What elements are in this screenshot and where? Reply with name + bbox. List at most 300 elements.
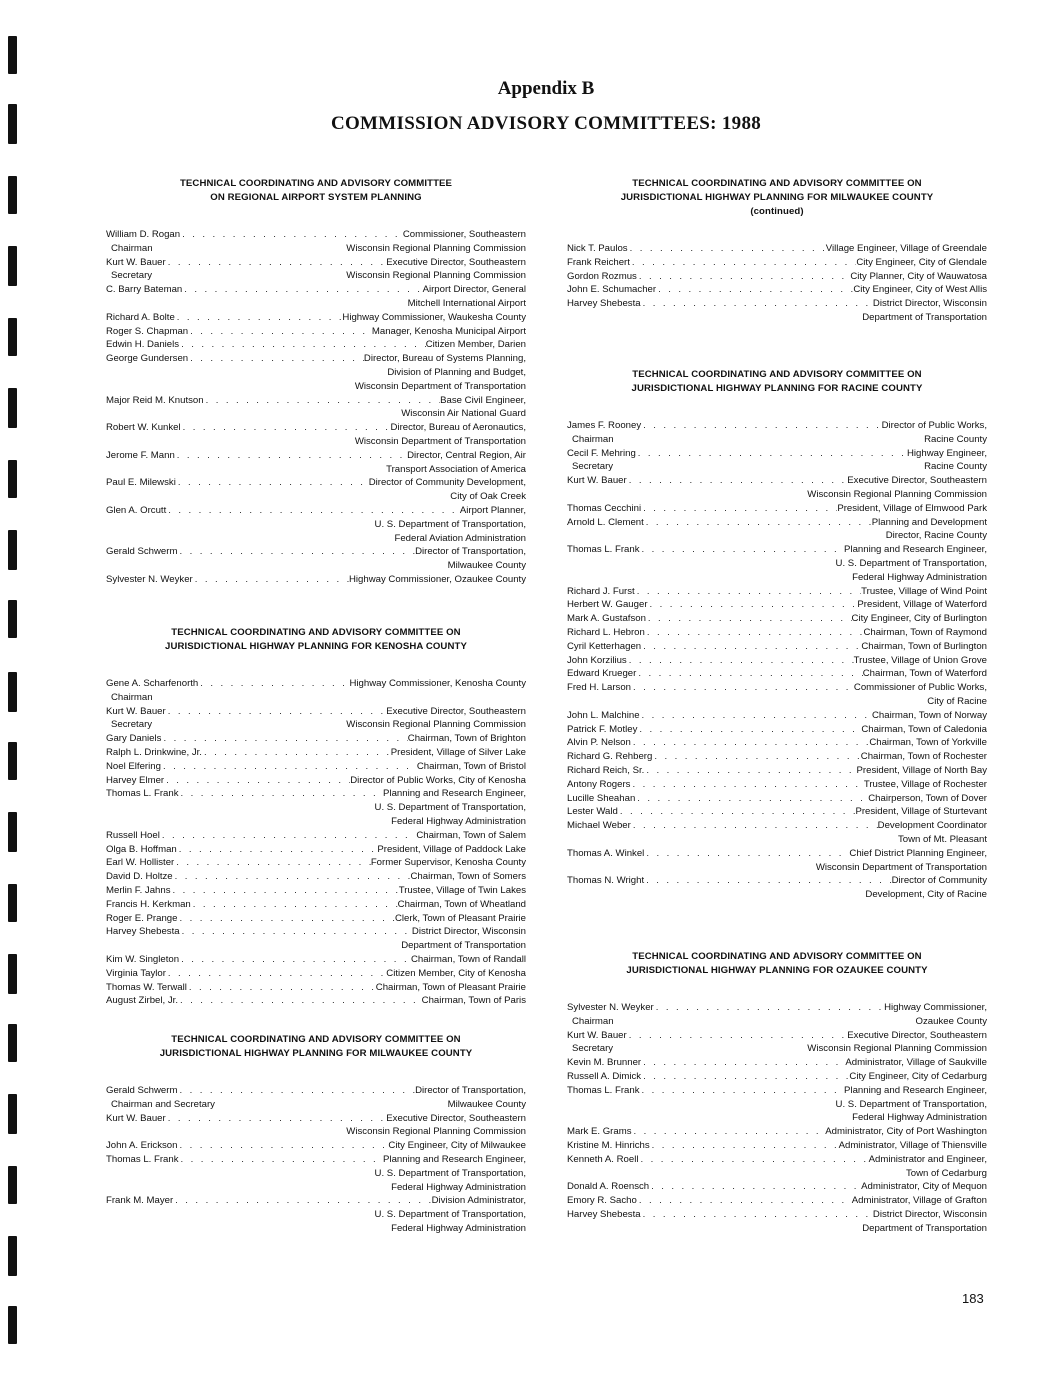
member-entry bbox=[106, 774, 526, 788]
committee-heading-line: JURISDICTIONAL HIGHWAY PLANNING FOR MILWAUKEE COUNTY bbox=[620, 192, 934, 203]
member-name: Roger S. Chapman bbox=[106, 325, 189, 337]
member-name: Earl W. Hollister bbox=[106, 857, 175, 869]
member-continuation bbox=[567, 433, 987, 447]
dot-leader bbox=[171, 884, 399, 898]
member-title: Chairman, Town of Yorkville bbox=[869, 737, 987, 749]
member-name: Harvey Shebesta bbox=[567, 1208, 641, 1220]
dot-leader bbox=[631, 819, 878, 833]
member-title: Town of Mt. Pleasant bbox=[897, 833, 987, 845]
member-role: Chairman bbox=[111, 691, 153, 703]
member-title: Village Engineer, Village of Greendale bbox=[825, 243, 987, 254]
binder-hole-mark bbox=[8, 388, 17, 428]
member-role bbox=[106, 463, 111, 477]
member-entry bbox=[106, 1112, 526, 1140]
member-name: Roger E. Prange bbox=[106, 912, 178, 924]
member-title: Trustee, Village of Rochester bbox=[863, 778, 987, 790]
dot-leader bbox=[177, 843, 378, 857]
binder-hole-mark bbox=[8, 176, 17, 214]
member-line bbox=[106, 1153, 526, 1167]
member-title: Chairman, Town of Raymond bbox=[863, 626, 987, 638]
dot-leader bbox=[193, 573, 349, 587]
member-entry bbox=[106, 476, 526, 504]
member-line bbox=[567, 1194, 987, 1208]
member-title: Wisconsin Regional Planning Commission bbox=[346, 719, 526, 731]
member-title: City Engineer, City of West Allis bbox=[853, 284, 987, 296]
dot-leader bbox=[641, 640, 861, 654]
member-role bbox=[567, 861, 572, 875]
member-title: Director of Public Works, bbox=[881, 420, 987, 431]
member-title: Chairman, Town of Bristol bbox=[416, 760, 526, 772]
member-name: Lucille Sheahan bbox=[567, 792, 636, 804]
member-continuation bbox=[106, 407, 526, 421]
committee-milwaukee-continued bbox=[567, 177, 987, 325]
member-line bbox=[567, 750, 987, 764]
member-name: Kurt W. Bauer bbox=[567, 475, 627, 487]
dot-leader bbox=[644, 847, 849, 861]
dot-leader bbox=[187, 981, 376, 995]
member-role bbox=[567, 571, 572, 585]
member-continuation bbox=[567, 1167, 987, 1181]
dot-leader bbox=[635, 585, 861, 599]
member-continuation bbox=[567, 557, 987, 571]
committee-heading-line: TECHNICAL COORDINATING AND ADVISORY COMMITTEE ON bbox=[632, 951, 922, 962]
member-title: Planning and Research Engineer, bbox=[383, 788, 526, 800]
dot-leader bbox=[641, 1056, 845, 1070]
dot-leader bbox=[173, 1194, 431, 1208]
member-line bbox=[567, 874, 987, 888]
member-name: Kurt W. Bauer bbox=[106, 705, 166, 717]
member-line bbox=[106, 256, 526, 270]
dot-leader bbox=[627, 654, 854, 668]
member-title: Clerk, Town of Pleasant Prairie bbox=[395, 912, 526, 924]
dot-leader bbox=[191, 898, 398, 912]
member-continuation bbox=[106, 801, 526, 815]
member-entry bbox=[106, 953, 526, 967]
member-name: Russell Hoel bbox=[106, 829, 160, 841]
member-line bbox=[567, 474, 987, 488]
committee-heading-line: TECHNICAL COORDINATING AND ADVISORY COMMITTEE ON bbox=[632, 369, 922, 380]
member-entry bbox=[567, 1084, 987, 1125]
dot-leader bbox=[637, 270, 850, 284]
member-entry bbox=[106, 228, 526, 256]
member-continuation bbox=[567, 1222, 987, 1236]
member-role bbox=[567, 1167, 572, 1181]
member-title: President, Village of Sturtevant bbox=[855, 806, 987, 818]
member-title: Administrator, City of Port Washington bbox=[825, 1126, 987, 1138]
member-line bbox=[567, 242, 987, 256]
member-entry bbox=[567, 736, 987, 750]
member-entry bbox=[567, 474, 987, 502]
dot-leader bbox=[637, 723, 861, 737]
member-entry bbox=[567, 1139, 987, 1153]
dot-leader bbox=[645, 626, 864, 640]
member-entry bbox=[567, 847, 987, 875]
member-line bbox=[567, 419, 987, 433]
member-role bbox=[106, 380, 111, 394]
member-continuation bbox=[106, 242, 526, 256]
member-line bbox=[106, 677, 526, 691]
member-name: Cyril Ketterhagen bbox=[567, 640, 642, 652]
page-title: COMMISSION ADVISORY COMMITTEES: 1988 bbox=[330, 113, 762, 134]
member-entry bbox=[567, 778, 987, 792]
member-title: Chairman, Town of Somers bbox=[410, 871, 526, 883]
member-continuation bbox=[106, 518, 526, 532]
member-title: Federal Aviation Administration bbox=[394, 532, 526, 544]
member-title: Wisconsin Regional Planning Commission bbox=[346, 1126, 526, 1138]
member-line bbox=[106, 843, 526, 857]
member-title: District Director, Wisconsin bbox=[872, 298, 987, 310]
member-title: Wisconsin Air National Guard bbox=[401, 408, 526, 420]
member-entry bbox=[567, 1194, 987, 1208]
member-line bbox=[567, 640, 987, 654]
member-entry bbox=[106, 870, 526, 884]
member-entry bbox=[567, 626, 987, 640]
member-title: Administrator, Village of Thiensville bbox=[838, 1139, 987, 1151]
dot-leader bbox=[628, 242, 826, 256]
member-title: President, Village of North Bay bbox=[856, 764, 987, 776]
member-entry bbox=[106, 898, 526, 912]
dot-leader bbox=[636, 667, 862, 681]
dot-leader bbox=[204, 394, 441, 408]
member-entry bbox=[106, 912, 526, 926]
member-continuation bbox=[106, 1167, 526, 1181]
member-title: Executive Director, Southeastern bbox=[847, 475, 987, 487]
member-continuation bbox=[567, 1015, 987, 1029]
member-name: Sylvester N. Weyker bbox=[567, 1002, 654, 1013]
committee-heading-line: (continued) bbox=[750, 206, 804, 217]
member-entry bbox=[106, 677, 526, 705]
member-line bbox=[567, 612, 987, 626]
member-entry bbox=[567, 1001, 987, 1029]
member-line bbox=[106, 283, 526, 297]
member-name: Kim W. Singleton bbox=[106, 953, 180, 965]
member-name: Jerome F. Mann bbox=[106, 449, 175, 461]
member-entry bbox=[567, 667, 987, 681]
dot-leader bbox=[177, 1084, 415, 1098]
dot-leader bbox=[649, 1180, 861, 1194]
dot-leader bbox=[627, 474, 848, 488]
member-entry bbox=[106, 760, 526, 774]
member-name: Kristine M. Hinrichs bbox=[567, 1139, 650, 1151]
committee-heading-line: JURISDICTIONAL HIGHWAY PLANNING FOR KENOSHA COUNTY bbox=[165, 641, 467, 652]
committee-heading bbox=[106, 177, 526, 205]
member-line bbox=[106, 421, 526, 435]
member-continuation bbox=[106, 366, 526, 380]
member-role bbox=[106, 518, 111, 532]
committee-heading-line: TECHNICAL COORDINATING AND ADVISORY COMMITTEE bbox=[179, 178, 453, 189]
binder-hole-mark bbox=[8, 318, 17, 356]
member-title: Department of Transportation bbox=[862, 1222, 987, 1234]
member-title: Chief District Planning Engineer, bbox=[849, 847, 987, 859]
member-entry bbox=[567, 709, 987, 723]
dot-leader bbox=[641, 1070, 849, 1084]
member-name: Arnold L. Clement bbox=[567, 516, 644, 528]
member-name: John L. Malchine bbox=[567, 709, 640, 721]
dot-leader bbox=[181, 421, 391, 435]
member-continuation bbox=[106, 463, 526, 477]
member-title: U. S. Department of Transportation, bbox=[835, 557, 987, 569]
dot-leader bbox=[641, 502, 837, 516]
member-entry bbox=[106, 283, 526, 311]
member-title: U. S. Department of Transportation, bbox=[374, 518, 526, 530]
binder-hole-mark bbox=[8, 672, 17, 712]
member-line bbox=[106, 1139, 526, 1153]
member-title: Highway Commissioner, Kenosha County bbox=[349, 678, 526, 689]
member-title: Commissioner of Public Works, bbox=[853, 682, 987, 694]
member-title: Racine County bbox=[924, 433, 987, 445]
member-line bbox=[106, 994, 526, 1008]
member-title: Administrator, City of Mequon bbox=[861, 1181, 987, 1193]
member-title: Director, Bureau of Systems Planning, bbox=[363, 353, 526, 365]
member-name: Kevin M. Brunner bbox=[567, 1057, 642, 1069]
member-entry bbox=[106, 994, 526, 1008]
member-line bbox=[106, 884, 526, 898]
member-line bbox=[106, 352, 526, 366]
member-role bbox=[106, 490, 111, 504]
member-role bbox=[567, 488, 572, 502]
member-entry bbox=[567, 1208, 987, 1236]
member-line bbox=[106, 311, 526, 325]
member-title: Federal Highway Administration bbox=[391, 1181, 526, 1193]
member-name: August Zirbel, Jr. bbox=[106, 995, 178, 1007]
dot-leader bbox=[176, 476, 369, 490]
member-name: Harvey Elmer bbox=[106, 774, 165, 786]
member-line bbox=[106, 504, 526, 518]
member-continuation bbox=[106, 1181, 526, 1195]
member-continuation bbox=[567, 571, 987, 585]
dot-leader bbox=[160, 829, 416, 843]
member-role: Chairman and Secretary bbox=[111, 1098, 215, 1110]
member-title: Racine County bbox=[924, 461, 987, 473]
member-title: Base Civil Engineer, bbox=[440, 394, 526, 406]
dot-leader bbox=[161, 760, 417, 774]
member-line bbox=[567, 626, 987, 640]
member-title: Highway Commissioner, Waukesha County bbox=[342, 311, 526, 323]
member-role bbox=[106, 801, 111, 815]
member-entry bbox=[106, 1139, 526, 1153]
member-role bbox=[106, 1167, 111, 1181]
member-continuation bbox=[567, 460, 987, 474]
member-title: Development Coordinator bbox=[877, 820, 987, 832]
member-entry bbox=[106, 545, 526, 573]
committee-heading bbox=[567, 950, 987, 978]
member-entry bbox=[567, 1153, 987, 1181]
member-title: President, Village of Silver Lake bbox=[390, 746, 526, 758]
member-title: Planning and Development bbox=[871, 516, 987, 528]
committee-heading-line: ON REGIONAL AIRPORT SYSTEM PLANNING bbox=[210, 192, 422, 203]
member-role bbox=[567, 695, 572, 709]
member-line bbox=[567, 736, 987, 750]
member-title: Department of Transportation bbox=[401, 940, 526, 952]
binder-hole-mark bbox=[8, 1236, 17, 1276]
dot-leader bbox=[177, 912, 395, 926]
member-line bbox=[567, 1125, 987, 1139]
member-role bbox=[567, 311, 572, 325]
member-name: Glen A. Orcutt bbox=[106, 504, 167, 516]
member-line bbox=[106, 1084, 526, 1098]
member-entry bbox=[567, 543, 987, 584]
member-name: Harvey Shebesta bbox=[567, 298, 641, 310]
member-name: Thomas Cecchini bbox=[567, 502, 642, 514]
member-line bbox=[106, 573, 526, 587]
dot-leader bbox=[161, 732, 407, 746]
member-continuation bbox=[567, 311, 987, 325]
member-entry bbox=[567, 723, 987, 737]
dot-leader bbox=[650, 1139, 839, 1153]
member-title: Federal Highway Administration bbox=[852, 571, 987, 583]
member-entry bbox=[106, 981, 526, 995]
dot-leader bbox=[173, 870, 411, 884]
dot-leader bbox=[627, 1029, 848, 1043]
member-name: John E. Schumacher bbox=[567, 284, 657, 296]
member-role bbox=[567, 1098, 572, 1112]
dot-leader bbox=[180, 228, 403, 242]
member-line bbox=[567, 667, 987, 681]
member-entry bbox=[567, 585, 987, 599]
dot-leader bbox=[640, 543, 845, 557]
member-name: Lester Wald bbox=[567, 806, 618, 818]
member-continuation bbox=[106, 939, 526, 953]
member-name: Harvey Shebesta bbox=[106, 926, 180, 938]
member-name: Patrick F. Motley bbox=[567, 723, 638, 735]
member-title: Milwaukee County bbox=[447, 1098, 526, 1110]
member-line bbox=[106, 1112, 526, 1126]
member-title: Wisconsin Regional Planning Commission bbox=[807, 1043, 987, 1055]
member-entry bbox=[567, 1125, 987, 1139]
member-title: Administrator, Village of Grafton bbox=[851, 1195, 987, 1207]
member-line bbox=[106, 394, 526, 408]
member-title: Chairperson, Town of Dover bbox=[868, 792, 987, 804]
dot-leader bbox=[177, 1139, 388, 1153]
member-title: U. S. Department of Transportation, bbox=[374, 1167, 526, 1179]
member-title: U. S. Department of Transportation, bbox=[374, 1209, 526, 1221]
dot-leader bbox=[177, 545, 415, 559]
member-entry bbox=[567, 283, 987, 297]
member-continuation bbox=[106, 1208, 526, 1222]
member-name: Antony Rogers bbox=[567, 778, 631, 790]
member-title: President, Village of Elmwood Park bbox=[837, 502, 987, 514]
member-name: James F. Rooney bbox=[567, 420, 642, 431]
member-line bbox=[567, 709, 987, 723]
dot-leader bbox=[648, 598, 858, 612]
member-line bbox=[106, 774, 526, 788]
member-continuation bbox=[106, 269, 526, 283]
member-title: Division of Planning and Budget, bbox=[387, 366, 526, 378]
binder-hole-mark bbox=[8, 530, 17, 570]
member-line bbox=[567, 764, 987, 778]
member-title: Citizen Member, Darien bbox=[425, 339, 526, 351]
member-line bbox=[106, 338, 526, 352]
member-title: Executive Director, Southeastern bbox=[386, 1112, 526, 1124]
dot-leader bbox=[635, 792, 868, 806]
member-entry bbox=[106, 338, 526, 352]
dot-leader bbox=[638, 1153, 868, 1167]
dot-leader bbox=[656, 283, 853, 297]
dot-leader bbox=[644, 516, 872, 530]
member-title: U. S. Department of Transportation, bbox=[835, 1098, 987, 1110]
member-title: Director, Bureau of Aeronautics, bbox=[390, 422, 526, 434]
member-role bbox=[106, 939, 111, 953]
member-role bbox=[106, 559, 111, 573]
member-continuation bbox=[567, 695, 987, 709]
dot-leader bbox=[644, 764, 856, 778]
member-name: John Korzilius bbox=[567, 654, 627, 666]
dot-leader bbox=[640, 1084, 845, 1098]
member-title: District Director, Wisconsin bbox=[411, 926, 526, 938]
member-line bbox=[106, 898, 526, 912]
member-line bbox=[567, 847, 987, 861]
member-line bbox=[567, 297, 987, 311]
member-line bbox=[567, 1029, 987, 1043]
member-entry bbox=[567, 1180, 987, 1194]
member-title: Director of Community bbox=[891, 875, 987, 887]
member-name: Olga B. Hoffman bbox=[106, 843, 177, 855]
member-role bbox=[106, 1181, 111, 1195]
member-entry bbox=[106, 449, 526, 477]
member-title: Chairman, Town of Randall bbox=[410, 953, 526, 965]
member-line bbox=[567, 270, 987, 284]
member-role bbox=[567, 557, 572, 571]
member-title: Director of Transportation, bbox=[415, 1085, 526, 1096]
member-title: Former Supervisor, Kenosha County bbox=[370, 857, 526, 869]
member-line bbox=[567, 681, 987, 695]
member-title: City of Oak Creek bbox=[450, 491, 526, 503]
member-continuation bbox=[106, 1222, 526, 1236]
member-line bbox=[106, 870, 526, 884]
member-line bbox=[106, 228, 526, 242]
member-name: C. Barry Bateman bbox=[106, 284, 183, 296]
member-name: Paul E. Milewski bbox=[106, 477, 176, 489]
member-name: Richard J. Furst bbox=[567, 585, 635, 597]
member-entry bbox=[567, 1070, 987, 1084]
member-entry bbox=[567, 1056, 987, 1070]
binder-hole-mark bbox=[8, 246, 17, 286]
member-title: President, Village of Waterford bbox=[857, 599, 987, 611]
member-entry bbox=[567, 612, 987, 626]
dot-leader bbox=[178, 994, 422, 1008]
binder-hole-mark bbox=[8, 36, 17, 74]
member-entry bbox=[567, 750, 987, 764]
binder-hole-mark bbox=[8, 1024, 17, 1062]
binder-hole-mark bbox=[8, 954, 17, 994]
member-name: Russell A. Dimick bbox=[567, 1070, 642, 1082]
dot-leader bbox=[174, 856, 371, 870]
member-title: Town of Cedarburg bbox=[905, 1167, 987, 1179]
committee-heading-line: JURISDICTIONAL HIGHWAY PLANNING FOR RACINE COUNTY bbox=[631, 383, 923, 394]
member-line bbox=[567, 1180, 987, 1194]
member-title: City Engineer, City of Burlington bbox=[851, 613, 987, 625]
member-title: Wisconsin Regional Planning Commission bbox=[807, 488, 987, 500]
member-entry bbox=[106, 856, 526, 870]
dot-leader bbox=[180, 925, 412, 939]
member-name: Thomas L. Frank bbox=[106, 1153, 179, 1165]
member-title: District Director, Wisconsin bbox=[872, 1208, 987, 1220]
member-line bbox=[106, 545, 526, 559]
member-continuation bbox=[106, 532, 526, 546]
committee-ozaukee bbox=[567, 950, 987, 1236]
dot-leader bbox=[188, 325, 372, 339]
member-line bbox=[567, 792, 987, 806]
member-title: Chairman, Town of Wheatland bbox=[397, 898, 526, 910]
member-role bbox=[567, 833, 572, 847]
member-name: Gary Daniels bbox=[106, 733, 162, 745]
member-entry bbox=[106, 352, 526, 393]
member-entry bbox=[106, 884, 526, 898]
member-line bbox=[567, 598, 987, 612]
member-line bbox=[567, 805, 987, 819]
binder-hole-mark bbox=[8, 460, 17, 498]
member-name: Thomas L. Frank bbox=[106, 788, 179, 800]
